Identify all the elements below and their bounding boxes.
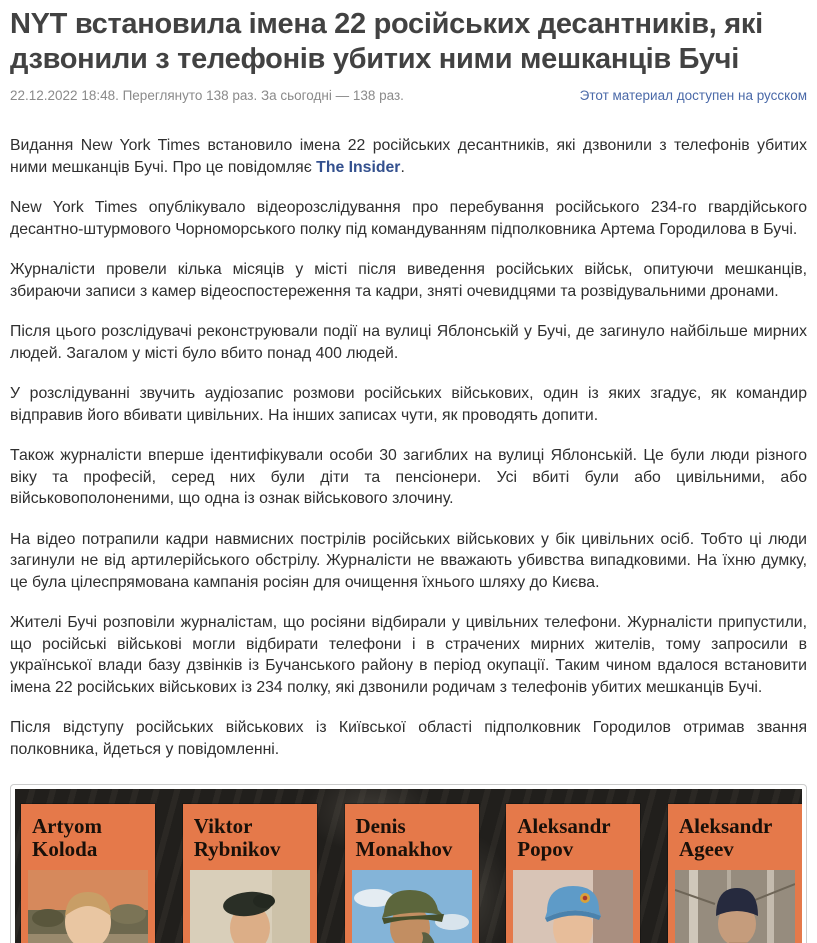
soldier-first-name: Aleksandr <box>517 814 611 838</box>
soldier-photo <box>352 870 472 943</box>
soldiers-figure <box>10 784 807 943</box>
soldier-name <box>345 804 479 870</box>
paragraph: Після цього розслідувачі реконструювали події на вулиці Яблонській у Бучі, де загинуло найбільше мирних людей. Загалом у місті було вбито понад 400 людей. <box>10 323 807 362</box>
page-title: NYT встановила імена 22 російських десантників, які дзвонили з телефонів убитих ними мешканців Бучі <box>10 8 763 75</box>
soldier-photo-illustration <box>675 870 795 943</box>
soldier-first-name: Denis <box>355 814 406 838</box>
soldier-name <box>506 804 640 870</box>
soldier-photo <box>28 870 148 943</box>
article-body <box>10 135 807 760</box>
soldier-card <box>506 804 640 943</box>
soldier-photo-illustration <box>513 870 633 943</box>
soldier-last-name: Rybnikov <box>193 837 281 861</box>
soldier-photo-illustration <box>352 870 472 943</box>
soldier-last-name: Ageev <box>679 837 734 861</box>
source-link[interactable]: The Insider <box>316 158 401 176</box>
soldier-first-name: Viktor <box>193 814 253 838</box>
lead-text-post: . <box>400 158 405 176</box>
soldier-last-name: Koloda <box>32 837 98 861</box>
russian-version-link[interactable]: Этот материал доступен на русском <box>579 88 807 103</box>
soldier-photo-illustration <box>28 870 148 943</box>
soldier-name <box>21 804 155 870</box>
soldier-photo-illustration <box>190 870 310 943</box>
date-and-views: 22.12.2022 18:48. Переглянуто 138 раз. За сьогодні — 138 раз. <box>10 88 404 103</box>
paragraph: У розслідуванні звучить аудіозапис розмови російських військових, один із яких згадує, як командир відправив його вбивати цивільних. На інших записах чути, як проводять допити. <box>10 385 807 424</box>
paragraph: Після відступу російських військових із Київської області підполковник Городилов отримав звання полковника, йдеться у повідомленні. <box>10 719 807 758</box>
soldier-card <box>345 804 479 943</box>
paragraph: New York Times опублікувало відеорозслідування про перебування російського 234-го гвардійського десантно-штурмового Чорноморського полку під командуванням підполковника Артема Городилова в Бучі. <box>10 199 807 238</box>
soldier-name <box>668 804 802 870</box>
soldier-photo <box>190 870 310 943</box>
paragraph: Журналісти провели кілька місяців у місті після виведення російських військ, опитуючи мешканців, збираючи записи з камер відеоспостереження та кадри, зняті очевидцями та розвідувальними дронами. <box>10 261 807 300</box>
soldier-card <box>668 804 802 943</box>
soldiers-image <box>15 789 802 943</box>
soldier-last-name: Popov <box>517 837 574 861</box>
paragraph: На відео потрапили кадри навмисних пострілів російських військових у бік цивільних осіб. Тобто ці люди загинули не від артилерійського обстрілу. Журналісти не вважають убивства випадковими. На їхню думку, це була цілеспрямована кампанія росіян для очищення їхнього шляху до Києва. <box>10 530 807 591</box>
soldier-cards-row <box>15 789 802 943</box>
paragraph: Також журналісти вперше ідентифікували особи 30 загиблих на вулиці Яблонській. Це були люди різного віку та професій, серед них були діти та пенсіонери. Усі вбиті були або цивільними, або військовополоненими, що одна із ознак військового злочину. <box>10 447 807 507</box>
lead-paragraph <box>10 135 807 178</box>
soldier-card <box>21 804 155 943</box>
lead-text-pre: Видання New York Times встановило імена 22 російських десантників, які дзвонили з телефонів убитих ними мешканців Бучі. Про це повідомляє <box>10 137 807 176</box>
soldier-name <box>183 804 317 870</box>
soldier-last-name: Monakhov <box>355 837 453 861</box>
soldier-photo <box>675 870 795 943</box>
soldier-first-name: Aleksandr <box>679 814 773 838</box>
paragraph: Жителі Бучі розповіли журналістам, що росіяни відбирали у цивільних телефони. Журналісти припустили, що російські військові могли відбирати телефони і в страчених мирних жителів, тому запросили в української влади базу дзвінків із Бучанського району в період окупації. Таким чином вдалося встановити імена 22 російських військових із 234 полку, які дзвонили родичам з телефонів убитих мешканців Бучі. <box>10 614 807 696</box>
meta-row <box>10 87 807 104</box>
soldier-card <box>183 804 317 943</box>
soldier-photo <box>513 870 633 943</box>
soldier-first-name: Artyom <box>32 814 102 838</box>
